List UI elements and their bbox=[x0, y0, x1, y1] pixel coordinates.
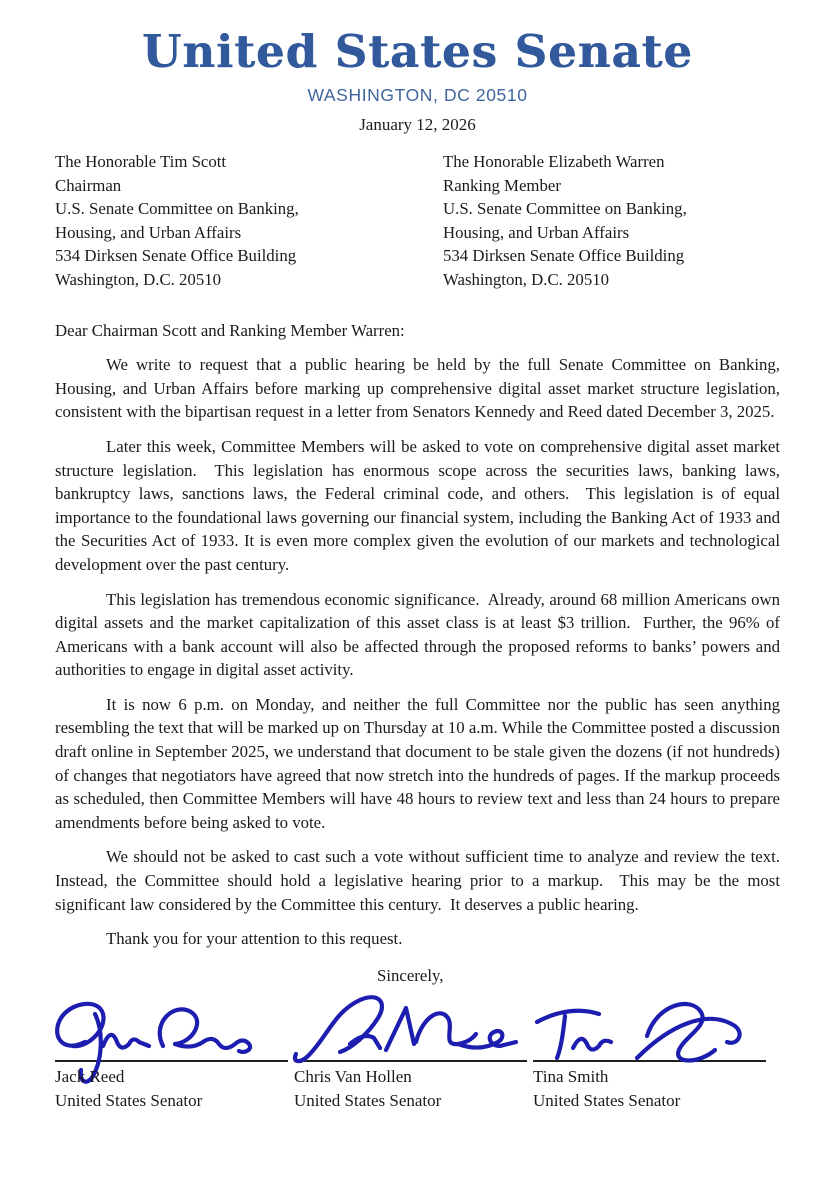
signer-name: Jack Reed bbox=[55, 1067, 125, 1087]
recipient-line: U.S. Senate Committee on Banking, bbox=[55, 199, 299, 219]
jack-reed-signature-icon bbox=[51, 996, 284, 1068]
letterhead bbox=[55, 26, 780, 135]
letterhead-address: WASHINGTON, DC 20510 bbox=[307, 85, 528, 105]
signature-row bbox=[55, 996, 780, 1112]
recipient-line: Ranking Member bbox=[443, 175, 561, 195]
paragraph-thank-you: Thank you for your attention to this request. bbox=[106, 929, 403, 949]
paragraph-request-hearing: We write to request that a public hearing be held by the full Senate Committee on Banking, Housing, and Urban Affairs before marking up comprehensive digital asset market structure legislation, consistent with the bipartisan request in a letter from Senators Kennedy and Reed dated December 3, 2025. bbox=[55, 355, 785, 422]
recipient-line: Washington, D.C. 20510 bbox=[55, 269, 221, 289]
signature-block-chris-van-hollen bbox=[294, 996, 527, 1112]
recipient-line: Washington, D.C. 20510 bbox=[443, 269, 609, 289]
letterhead-title: United States Senate bbox=[142, 25, 693, 78]
paragraph-legislation-scope: Later this week, Committee Members will be asked to vote on comprehensive digital asset market structure legislation. This legislation has enormous scope across the securities laws, banking laws, bankruptcy laws, sanctions laws, the Federal criminal code, and others. This legislation is of equal importance to the foundational laws governing our financial system, including the Banking Act of 1933 and the Securities Act of 1933. It is even more complex given the evolution of our markets and technological development over the past century. bbox=[55, 436, 785, 574]
signer-title: United States Senator bbox=[533, 1090, 681, 1110]
recipient-line: U.S. Senate Committee on Banking, bbox=[443, 199, 687, 219]
paragraph-markup-timing: It is now 6 p.m. on Monday, and neither the full Committee nor the public has seen anything resembling the text that will be marked up on Thursday at 10 a.m. While the Committee posted a discussion draft online in September 2025, we understand that document to be stale given the dozens (if not hundreds) of changes that negotiators have agreed that now stretch into the hundreds of pages. If the markup proceeds as scheduled, then Committee Members will have 48 hours to review text and less than 24 hours to prepare amendments before being asked to vote. bbox=[55, 694, 785, 832]
signature-line bbox=[55, 1060, 288, 1062]
paragraph-economic-significance: This legislation has tremendous economic significance. Already, around 68 million Americans own digital assets and the market capitalization of this asset class is at least $3 trillion. Further, the 96% of Americans with a bank account will also be affected through the proposed reforms to banks’ powers and authorities to engage in digital asset activity. bbox=[55, 589, 785, 680]
recipient-line: Chairman bbox=[55, 175, 122, 195]
recipient-line: 534 Dirksen Senate Office Building bbox=[443, 246, 685, 266]
signer-name: Tina Smith bbox=[533, 1067, 609, 1087]
recipient-blocks bbox=[55, 150, 780, 292]
signature-block-jack-reed bbox=[55, 996, 288, 1112]
signer-title: United States Senator bbox=[55, 1090, 203, 1110]
recipient-chairman bbox=[55, 150, 443, 292]
salutation: Dear Chairman Scott and Ranking Member Warren: bbox=[55, 320, 405, 340]
chris-van-hollen-signature-icon bbox=[290, 996, 523, 1068]
signature-line bbox=[533, 1060, 766, 1062]
signer-title: United States Senator bbox=[294, 1090, 442, 1110]
signature-line bbox=[294, 1060, 527, 1062]
signature-block-tina-smith bbox=[533, 996, 766, 1112]
recipient-line: The Honorable Elizabeth Warren bbox=[443, 152, 665, 171]
paragraph-vote-concern: We should not be asked to cast such a vote without sufficient time to analyze and review the text. Instead, the Committee should hold a legislative hearing prior to a markup. This may be the most significant law considered by the Committee this century. It deserves a public hearing. bbox=[55, 847, 785, 914]
recipient-line: Housing, and Urban Affairs bbox=[443, 222, 630, 242]
recipient-ranking-member bbox=[443, 150, 780, 292]
closing: Sincerely, bbox=[377, 965, 444, 985]
recipient-line: 534 Dirksen Senate Office Building bbox=[55, 246, 297, 266]
recipient-line: Housing, and Urban Affairs bbox=[55, 222, 242, 242]
recipient-line: The Honorable Tim Scott bbox=[55, 152, 227, 171]
signer-name: Chris Van Hollen bbox=[294, 1067, 412, 1087]
letter-date: January 12, 2026 bbox=[359, 115, 476, 134]
tina-smith-signature-icon bbox=[529, 996, 762, 1068]
